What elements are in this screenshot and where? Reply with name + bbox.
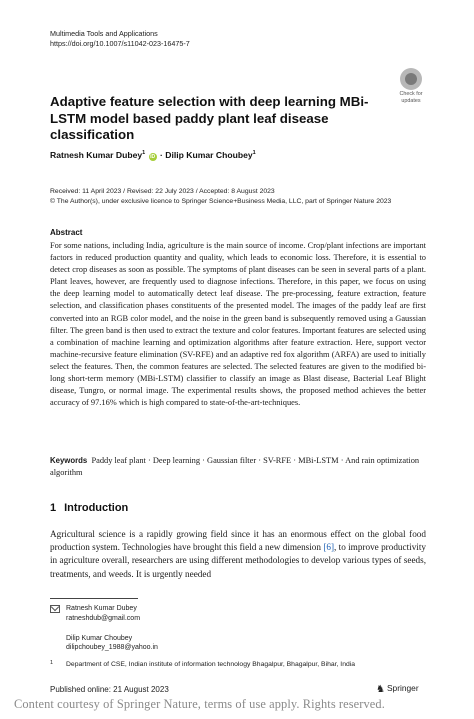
check-updates-icon	[400, 68, 422, 90]
published-date: Published online: 21 August 2023	[50, 685, 169, 694]
intro-text: , to improve productivity in agriculture overall, researchers are using different methodologies to develop various types of seeds, treatments, and weeds. It is urgently needed	[50, 542, 426, 579]
intro-paragraph	[50, 528, 426, 581]
section-number: 1	[50, 502, 57, 514]
author-separator: ·	[157, 150, 166, 160]
correspondence-email[interactable]: dilipchoubey_1988@yahoo.in	[66, 644, 158, 652]
correspondence-name: Dilip Kumar Choubey	[66, 634, 133, 642]
springer-horse-icon: ♞	[376, 684, 385, 695]
intro-text: Agricultural science is a rapidly growing field since it has an enormous effect on the global food production system. Technologies have brought this field a new dimension	[50, 529, 426, 553]
journal-name: Multimedia Tools and Applications	[50, 29, 158, 38]
check-updates-label-2: updates	[401, 98, 421, 104]
affiliation-marker: 1	[252, 150, 256, 157]
correspondence-block	[50, 604, 158, 653]
affiliation-footnote	[50, 660, 355, 668]
section-heading	[50, 502, 128, 514]
affiliation-marker: 1	[142, 150, 146, 157]
keywords-block	[50, 455, 426, 479]
author-name[interactable]: Ratnesh Kumar Dubey	[50, 150, 143, 160]
author-line	[50, 150, 256, 161]
section-title: Introduction	[64, 502, 129, 514]
abstract-text: For some nations, including India, agriculture is the main source of income. Crop/plant infections are important factors in reduced production quantity and quality, which leads to economic loss. Therefore, it is essential to detect crop diseases as soon as possible. The symptoms of plant diseases can be seen in several parts of a plant. Plant leaves, however, are frequently used to diagnose infections. Therefore, in this paper, we focus on using the deep learning model to automatically detect leaf disease. The pre-processing, feature extraction, feature selection, and classification phases constituents of the presented model. The images of the paddy leaf are first converted into an RGB color model, and the noise in the green band is subsequently removed using a Gaussian filter. The green band is then used to extract the texture and color features. Important features are selected using a combination of machine learning and optimization algorithms after feature extraction. Here, support vector machine-recursive feature elimination (SV-RFE) and an adaptive red fox algorithm (ARFA) are used to initially select the features. Then, the common features are selected. The selected features are given to the modified bi-long short-term memory (MBi-LSTM) classifier to classify an image as Blast disease, Bacterial Leaf Blight disease, Tungro, or normal image. The experimental results shows, the proposed method achieves the better accuracy of 97.16% which is high compared to state-of-the-art-techniques.	[50, 241, 426, 408]
journal-doi-link[interactable]: https://doi.org/10.1007/s11042-023-16475-7	[50, 39, 190, 48]
correspondence-email[interactable]: ratneshdub@gmail.com	[66, 614, 141, 622]
article-title: Adaptive feature selection with deep learning MBi-LSTM model based paddy plant leaf disease classification	[50, 94, 369, 142]
springer-logo[interactable]	[376, 683, 419, 695]
date-history: Received: 11 April 2023 / Revised: 22 July 2023 / Accepted: 8 August 2023	[50, 188, 275, 195]
publisher-name: Springer	[386, 683, 419, 693]
journal-header	[50, 29, 190, 49]
keywords-label: Keywords	[50, 456, 88, 465]
envelope-icon	[50, 605, 60, 613]
article-history	[50, 187, 391, 207]
author-name[interactable]: Dilip Kumar Choubey	[165, 150, 253, 160]
footnote-divider	[50, 598, 138, 599]
keywords-text: Paddy leaf plant · Deep learning · Gaussian filter · SV-RFE · MBi-LSTM · And rain optimization algorithm	[50, 456, 420, 478]
orcid-icon[interactable]: iD	[150, 154, 156, 160]
affiliation-number: 1	[50, 660, 54, 666]
check-for-updates-badge[interactable]	[391, 68, 431, 106]
citation-link[interactable]: [6]	[323, 542, 335, 553]
affiliation-text: Department of CSE, Indian institute of information technology Bhagalpur, Bhagalpur, Bihar, India	[66, 661, 356, 668]
copyright-notice: © The Author(s), under exclusive licence to Springer Science+Business Media, LLC, part of Springer Nature 2023	[50, 197, 392, 205]
abstract-heading: Abstract	[50, 228, 83, 237]
courtesy-watermark: Content courtesy of Springer Nature, terms of use apply. Rights reserved.	[14, 697, 385, 711]
correspondence-name: Ratnesh Kumar Dubey	[66, 605, 137, 612]
check-updates-label-1: Check for	[399, 91, 423, 97]
